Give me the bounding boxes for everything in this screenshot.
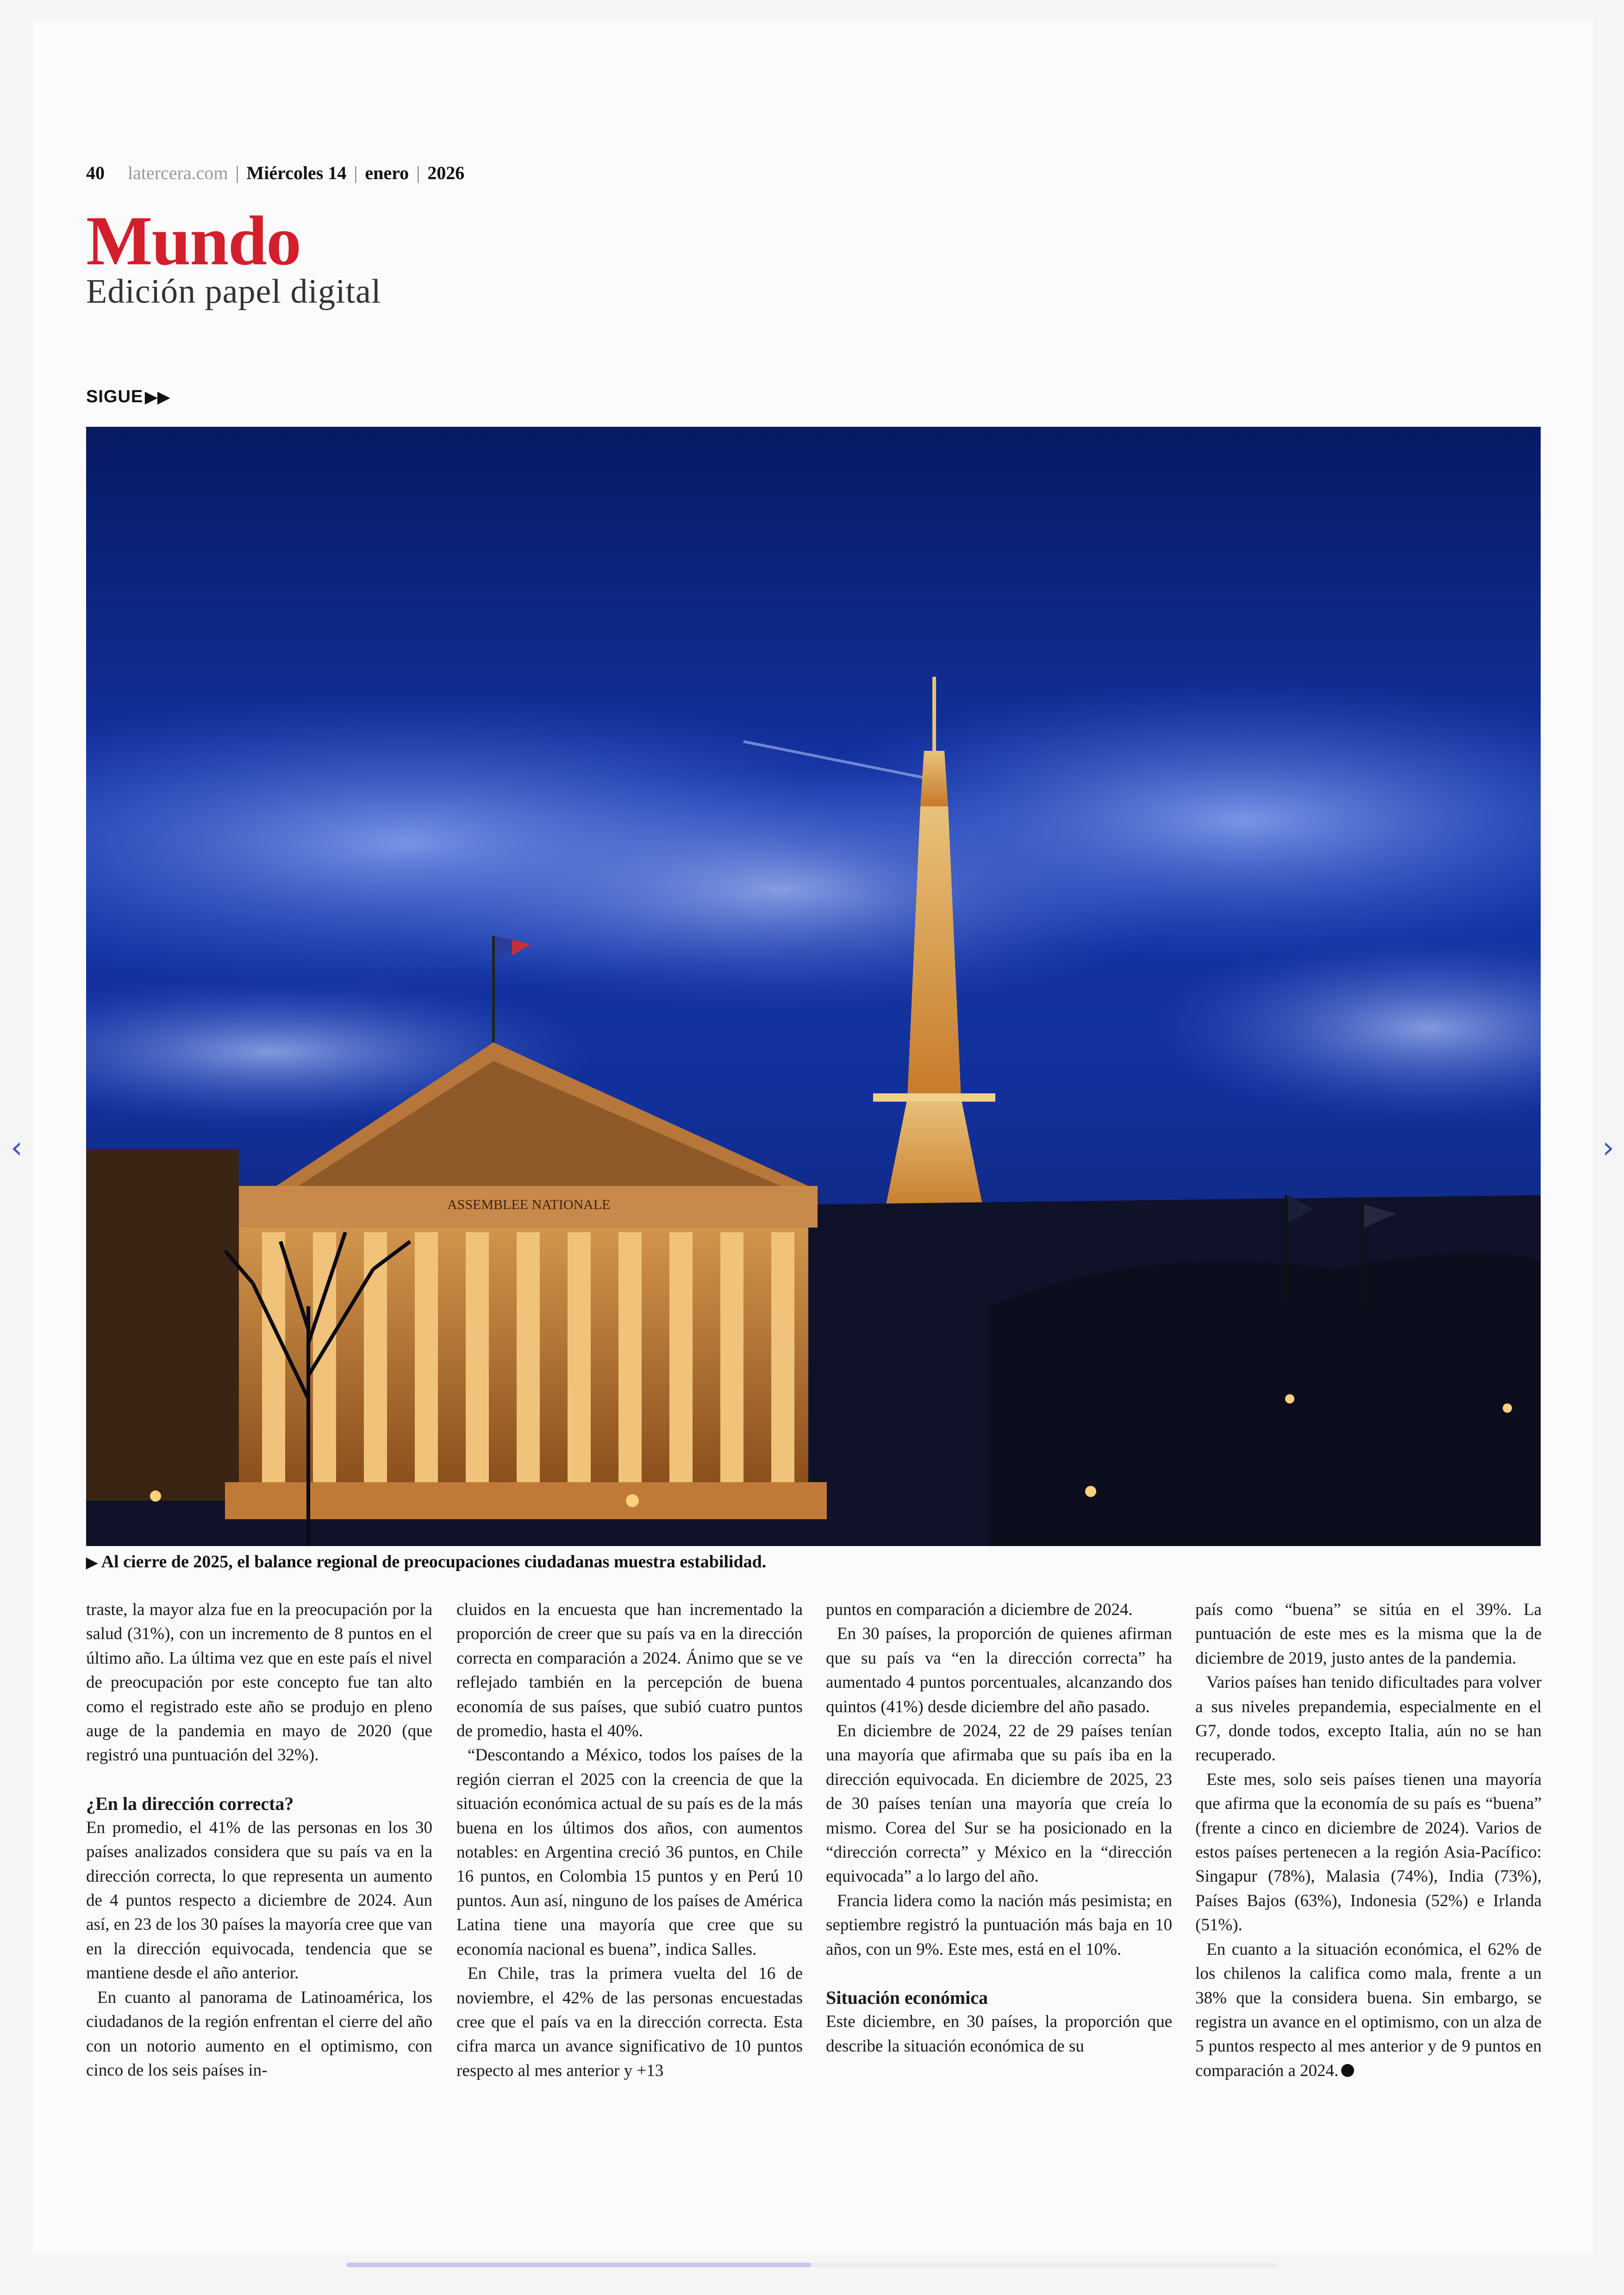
sigue-arrows-icon: ▶▶ — [145, 388, 170, 406]
sigue-text: SIGUE — [86, 387, 144, 406]
date-month: enero — [365, 162, 409, 183]
subheading: ¿En la dirección correcta? — [86, 1793, 294, 1814]
end-mark-icon — [1341, 2064, 1354, 2077]
page-header: 40 latercera.com | Miércoles 14 | enero | 2026 — [86, 162, 465, 183]
eiffel-tower-assemblee-photo — [86, 427, 1541, 1546]
article-photo — [86, 427, 1541, 1546]
building-inscription: ASSEMBLEE NATIONALE — [447, 1197, 611, 1212]
paragraph: Varios países han tenido dificultades para volver a sus niveles prepandemia, especialmente en el G7, donde todos, excepto Italia, aún no se han recuperado. — [1195, 1673, 1542, 1765]
paragraph: Este diciembre, en 30 países, la proporción que describe la situación económica de su — [826, 2012, 1172, 2056]
page-number: 40 — [86, 162, 105, 183]
date-year: 2026 — [427, 162, 465, 183]
paragraph: país como “buena” se sitúa en el 39%. La puntuación de este mes es la misma que la de diciembre de 2019, justo antes de la pandemia. — [1195, 1600, 1542, 1668]
caption-text: Al cierre de 2025, el balance regional de preocupaciones ciudadanas muestra estabilidad. — [101, 1552, 767, 1572]
sigue-label — [86, 387, 170, 407]
paragraph: En promedio, el 41% de las personas en los 30 países analizados considera que su país va en la dirección correcta, lo que representa un aumento de 4 puntos respecto a diciembre de 2024. Aun así, en 23 de los 30 países la mayoría cree que van en la dirección equivocada, tendencia que se mantiene desde el año anterior. — [86, 1818, 432, 1983]
paragraph: cluidos en la encuesta que han incrementado la proporción de creer que su país va en la dirección correcta en comparación a 2024. Ánimo que se ve reflejado también en la percepción de buena economía de sus países, que subió cuatro puntos de promedio, hasta el 40%. — [456, 1600, 803, 1741]
article-column-2 — [456, 1598, 803, 2083]
paragraph: puntos en comparación a diciembre de 2024. — [826, 1600, 1133, 1619]
paragraph: En diciembre de 2024, 22 de 29 países tenían una mayoría que afirmaba que su país iba en la dirección equivocada. En diciembre de 2025, 23 de 30 países tenían una mayoría que creía lo mismo. Corea del Sur se ha posicionado en la “dirección correcta” y México en la “dirección equivocada” a lo largo del año. — [826, 1721, 1172, 1886]
subheading: Situación económica — [826, 1987, 988, 2008]
article-column-3 — [826, 1598, 1172, 2058]
paragraph: En cuanto al panorama de Latinoamérica, los ciudadanos de la región enfrentan el cierre del año con un notorio aumento en el optimismo, con cinco de los seis países in- — [86, 1988, 432, 2080]
article-column-1 — [86, 1598, 432, 2083]
paragraph: En Chile, tras la primera vuelta del 16 de noviembre, el 42% de las personas encuestadas cree que el país va en la dirección correcta. Esta cifra marca un avance significativo de 10 puntos respecto al mes anterior y +13 — [456, 1964, 803, 2080]
photo-caption — [86, 1552, 1541, 1572]
last-paragraph-text: En cuanto a la situación económica, el 62% de los chilenos la califica como mala, frente a un 38% que la considera buena. Sin embargo, se registra un avance en el optimismo, con un alza de 5 puntos respecto al mes anterior y de 9 puntos en comparación a 2024. — [1195, 1940, 1542, 2080]
paragraph: traste, la mayor alza fue en la preocupación por la salud (31%), con un incremento de 8 puntos en el último año. La última vez que en este país el nivel de preocupación por este concepto fue tan alto como el registrado este año se produjo en pleno auge de la pandemia en mayo de 2020 (que registró una puntuación del 32%). — [86, 1600, 432, 1765]
previous-page-button[interactable]: ‹ — [11, 1131, 23, 1165]
reading-progress-fill — [346, 2263, 812, 2267]
reading-progress-bar[interactable] — [346, 2263, 1277, 2267]
paragraph: En 30 países, la proporción de quienes afirman que su país va “en la dirección correcta” ha aumentado 4 puntos porcentuales, alcanzando dos quintos (41%) desde diciembre del año pasado. — [826, 1624, 1172, 1716]
site-name: latercera.com — [128, 162, 228, 183]
paragraph: “Descontando a México, todos los países de la región cierran el 2025 con la creencia de que la situación económica actual de su país es de la más buena en los últimos dos años, con aumentos notables: en Argentina creció 36 puntos, en Chile 16 puntos, en Colombia 15 puntos y en Perú 10 puntos. Aun así, ninguno de los países de América Latina tiene una mayoría que cree que su economía nacional es buena”, indica Salles. — [456, 1746, 803, 1959]
section-subtitle: Edición papel digital — [86, 273, 381, 311]
section-title: Mundo — [86, 202, 301, 280]
next-page-button[interactable]: › — [1602, 1131, 1614, 1165]
paragraph: Este mes, solo seis países tienen una mayoría que afirma que la economía de su país es “buena” (frente a cinco en diciembre de 2024). Varios de estos países pertenecen a la región Asia-Pacífico: Singapur (78%), Malasia (74%), India (73%), Países Bajos (63%), Indonesia (52%) e Irlanda (51%). — [1195, 1770, 1542, 1935]
caption-marker-icon: ▶ — [86, 1554, 98, 1571]
article-column-4 — [1195, 1598, 1542, 2083]
paragraph: Francia lidera como la nación más pesimista; en septiembre registró la puntuación más baja en 10 años, con un 9%. Este mes, está en el 10%. — [826, 1891, 1172, 1959]
paragraph — [1195, 1938, 1542, 2083]
date-day: Miércoles 14 — [246, 162, 347, 183]
